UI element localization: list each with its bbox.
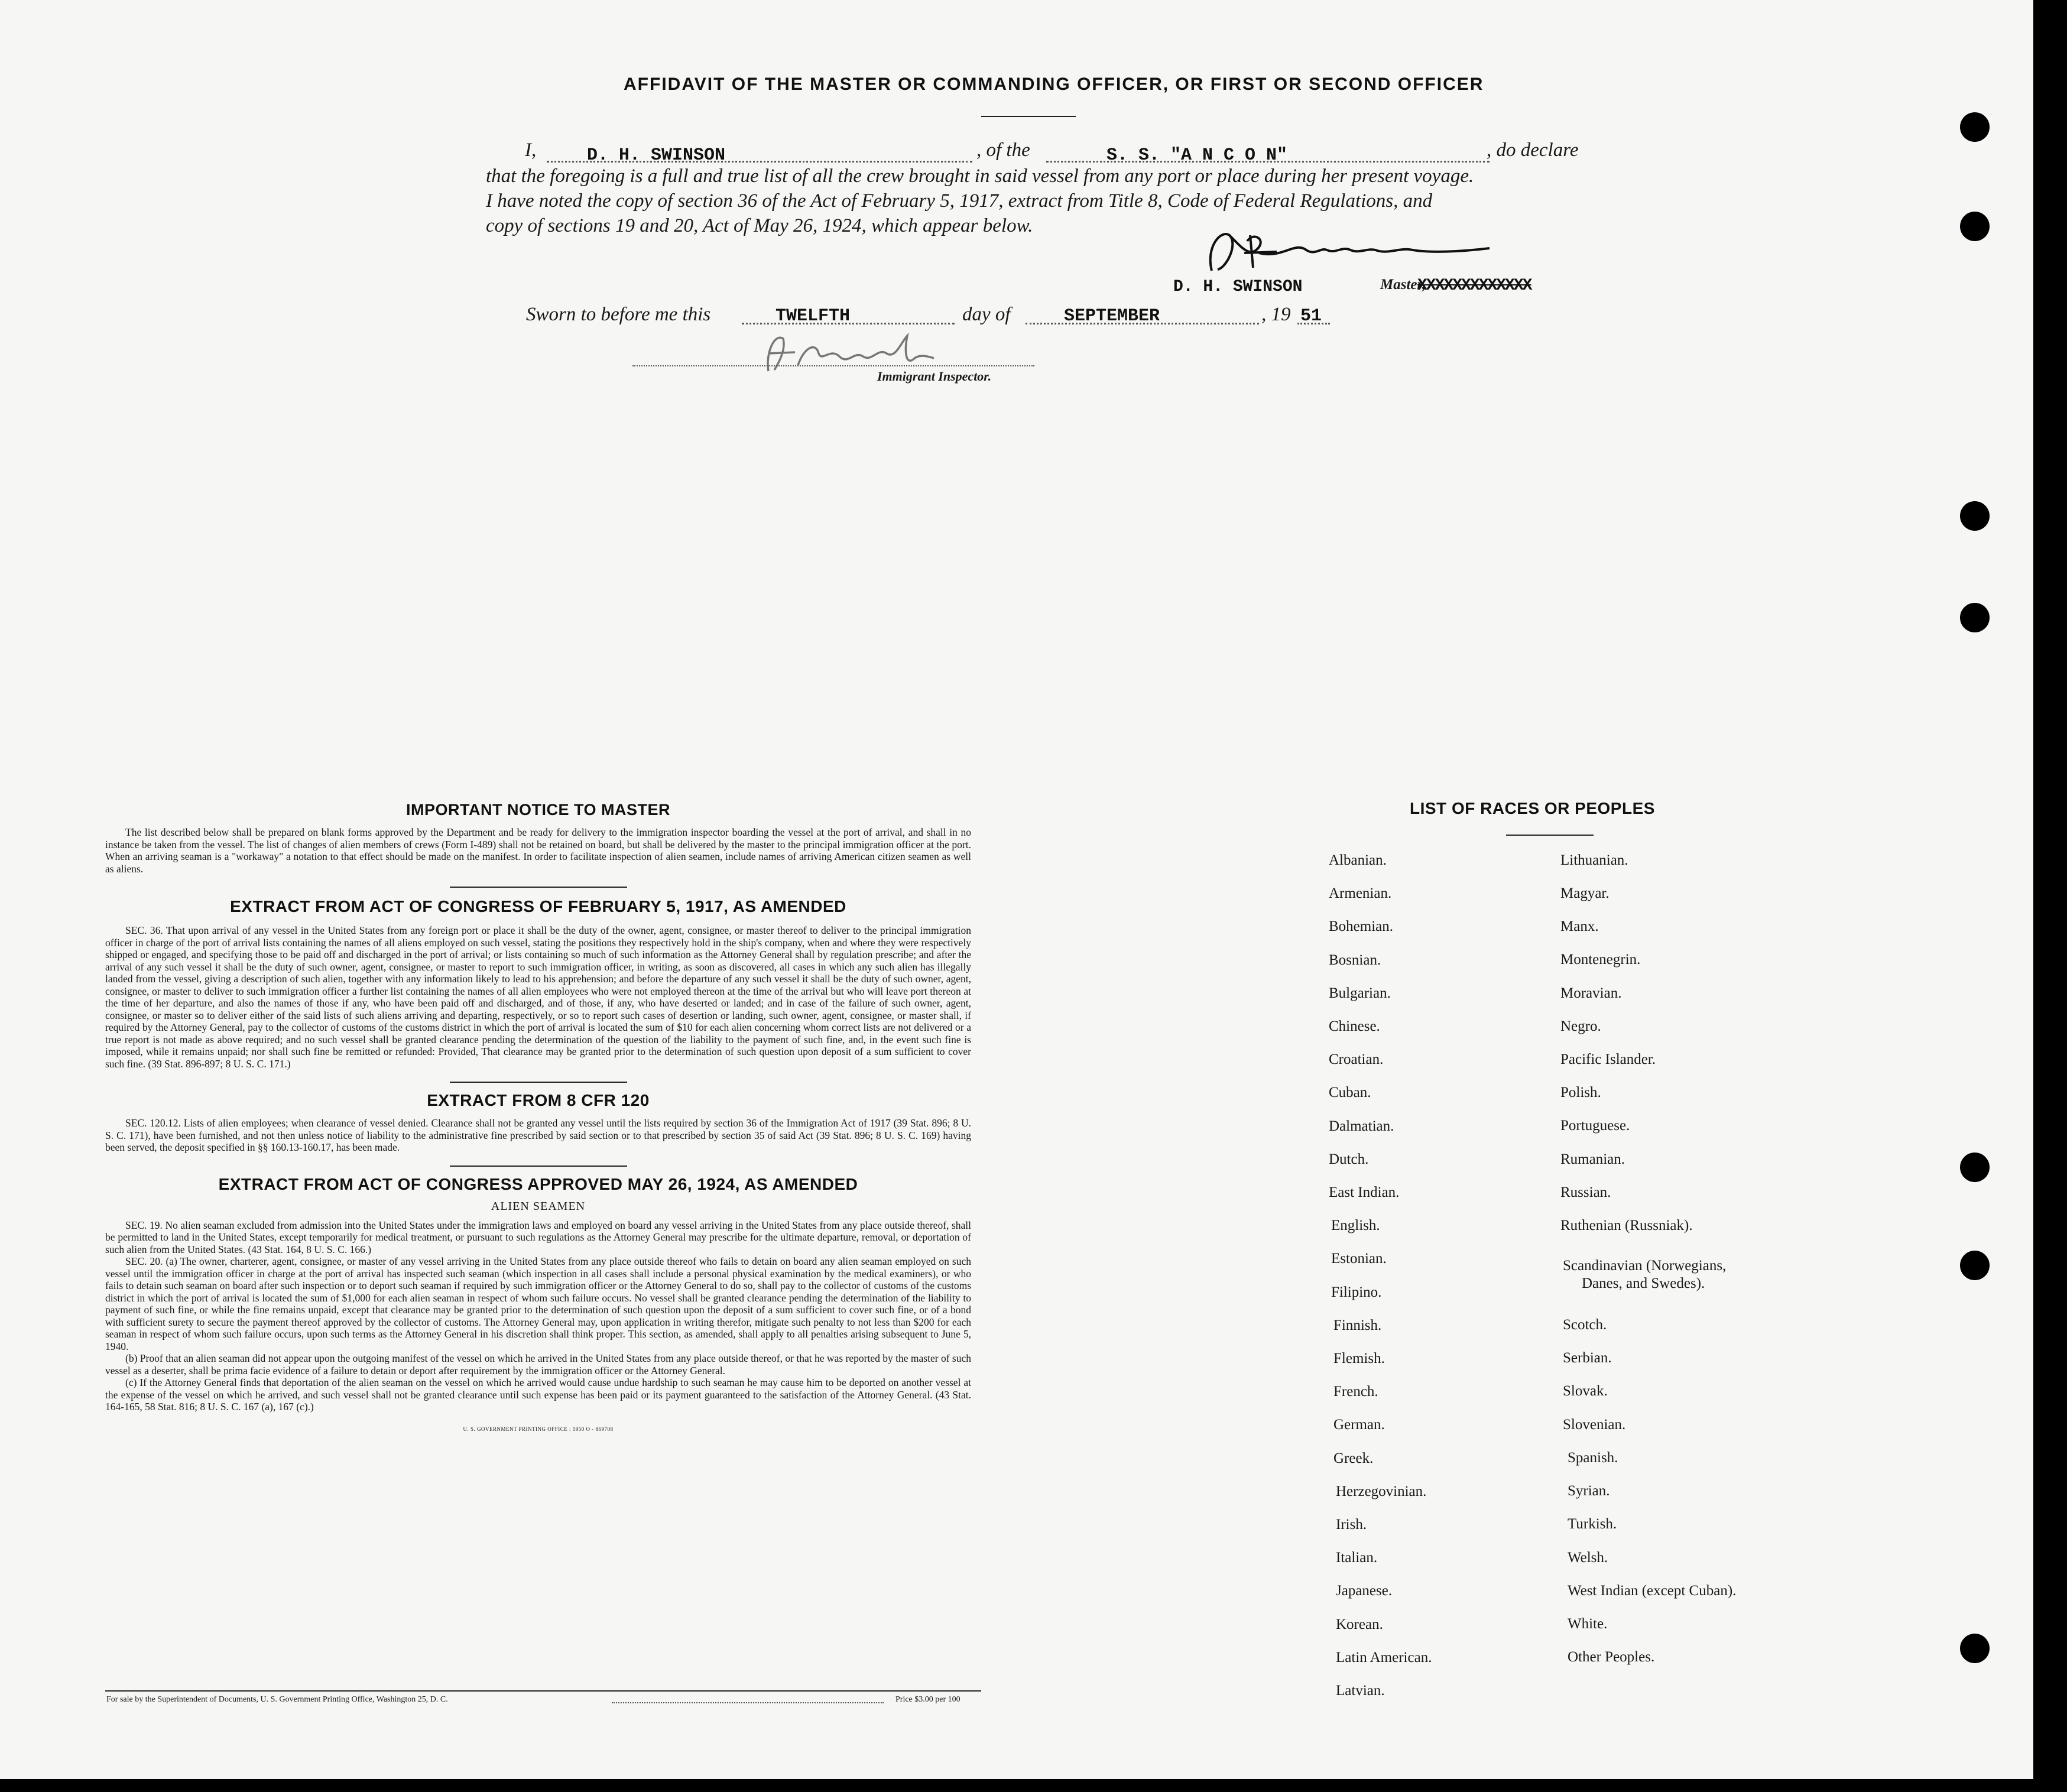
punch-hole bbox=[1960, 1251, 1990, 1280]
race-item: Turkish. bbox=[1568, 1516, 1617, 1532]
affidavit-title: AFFIDAVIT OF THE MASTER OR COMMANDING OFFICER, OR FIRST OR SECOND OFFICER bbox=[624, 74, 1484, 94]
title-rule bbox=[981, 116, 1076, 117]
extract3-subheading: ALIEN SEAMEN bbox=[491, 1199, 586, 1213]
race-item: Japanese. bbox=[1336, 1583, 1393, 1599]
extract3-sec20b: (b) Proof that an alien seaman did not appear upon the outgoing manifest of the vessel on which he arrived in the United States from any place outside thereof, or that he was reported by the master of such vessel as a deserter, shall be prima facie evidence of a failure to detain or deport after requirement by the immigration officer or the Attorney General. bbox=[105, 1352, 971, 1377]
race-item: Serbian. bbox=[1563, 1350, 1612, 1366]
race-item: Scandinavian (Norwegians, bbox=[1563, 1258, 1727, 1274]
race-item: Bohemian. bbox=[1329, 918, 1394, 935]
footer-dots bbox=[612, 1702, 884, 1703]
punch-hole bbox=[1960, 501, 1990, 531]
divider bbox=[450, 1166, 627, 1167]
races-rule bbox=[1506, 835, 1594, 836]
race-item: Korean. bbox=[1336, 1616, 1383, 1632]
extract3-sec20a: SEC. 20. (a) The owner, charterer, agent, consignee, or master of any vessel arriving in the United States from any place outside thereof who fails to detain on board any alien seaman employed on such vessel until the immigration officer in charge at the port of arrival has inspected such seaman (which inspection in all cases shall include a personal physical examination by the medical examiners), or who fails to detain such seaman on board after such inspection or to deport such seaman if required by such immigration officer or the Attorney General to do so, shall pay to the collector of customs of the customs district in which the port of arrival is located the sum of $1,000 for each alien seaman in respect of whom such failure occurs. No vessel shall be granted clearance pending the determination of the liability to payment of such fine, or while the fine remains unpaid, except that clearance may be granted prior to the determination of such question upon the deposit of a sum sufficient to cover such fine, or of a bond with sufficient surety to secure the payment thereof approved by the collector of customs. The Attorney General may, upon application in writing therefor, mitigate such penalty to not less than $200 for each seaman in respect of whom such failure occurs, upon such terms as the Attorney General in his discretion shall think proper. This section, as amended, shall apply to all penalties arising subsequent to June 5, 1940. bbox=[105, 1255, 971, 1352]
race-item: Slovak. bbox=[1563, 1383, 1608, 1399]
race-item: Bulgarian. bbox=[1329, 985, 1391, 1001]
footer-rule bbox=[105, 1690, 981, 1692]
race-item: Chinese. bbox=[1329, 1018, 1380, 1034]
divider bbox=[450, 887, 627, 888]
race-item: Dutch. bbox=[1329, 1151, 1369, 1167]
typed-signature: D. H. SWINSON bbox=[1173, 278, 1303, 296]
race-item: French. bbox=[1333, 1384, 1378, 1400]
race-item: Manx. bbox=[1560, 918, 1599, 934]
race-item: Cuban. bbox=[1329, 1085, 1371, 1101]
sworn-label: Sworn to before me this bbox=[526, 304, 711, 325]
race-item: Other Peoples. bbox=[1568, 1649, 1655, 1665]
race-item: Spanish. bbox=[1568, 1450, 1618, 1466]
notice-column bbox=[105, 801, 971, 1432]
punch-hole bbox=[1960, 212, 1990, 241]
inspector-line bbox=[632, 365, 1034, 366]
sworn-month: SEPTEMBER bbox=[1064, 306, 1160, 326]
race-item: Portuguese. bbox=[1560, 1118, 1630, 1134]
race-item: Rumanian. bbox=[1560, 1151, 1625, 1167]
race-item: Moravian. bbox=[1560, 985, 1622, 1001]
race-item: Filipino. bbox=[1331, 1284, 1382, 1300]
sworn-year-line bbox=[1297, 323, 1330, 324]
race-item: Irish. bbox=[1336, 1517, 1367, 1533]
extract3-sec19: SEC. 19. No alien seaman excluded from admission into the United States under the immigration laws and employed on board any vessel arriving in the United States from any place outside thereof, shall be permitted to land in the United States, except temporarily for medical treatment, or pursuant to such regulations as the Attorney General may prescribe for the ultimate departure, removal, or deportation of such alien from the United States. (43 Stat. 164, 8 U. S. C. 166.) bbox=[105, 1219, 971, 1255]
race-item: Lithuanian. bbox=[1560, 852, 1628, 868]
punch-hole bbox=[1960, 112, 1990, 142]
extract2-heading: EXTRACT FROM 8 CFR 120 bbox=[427, 1091, 650, 1109]
race-item: Albanian. bbox=[1329, 852, 1387, 868]
notice-heading: IMPORTANT NOTICE TO MASTER bbox=[406, 801, 670, 819]
races-heading: LIST OF RACES OR PEOPLES bbox=[1410, 799, 1655, 817]
race-item: Polish. bbox=[1560, 1085, 1601, 1100]
race-item: Flemish. bbox=[1333, 1351, 1385, 1366]
master-label: Master, bbox=[1380, 277, 1426, 293]
punch-hole bbox=[1960, 1634, 1990, 1663]
race-item: Herzegovinian. bbox=[1336, 1483, 1427, 1499]
race-item: East Indian. bbox=[1329, 1184, 1400, 1200]
race-item: Latvian. bbox=[1336, 1683, 1385, 1699]
race-item: Ruthenian (Russniak). bbox=[1560, 1218, 1693, 1233]
race-item: Scotch. bbox=[1563, 1317, 1607, 1333]
race-item: Russian. bbox=[1560, 1184, 1611, 1200]
printing-office-imprint: U. S. GOVERNMENT PRINTING OFFICE : 1950 O - 869708 bbox=[463, 1426, 614, 1432]
of-the-label: , of the bbox=[976, 139, 1030, 161]
punch-hole bbox=[1960, 1153, 1990, 1182]
footer-left: For sale by the Superintendent of Documents, U. S. Government Printing Office, Washington 25, D. C. bbox=[106, 1695, 448, 1704]
vessel-name: S. S. "A N C O N" bbox=[1106, 145, 1288, 165]
extract3-sec20c: (c) If the Attorney General finds that deportation of the alien seaman on the vessel on which he arrived would cause undue hardship to such seaman he may cause him to be deported on another vessel at the expense of the vessel on which he arrived, and such vessel shall not be granted clearance until such expense has been paid or its payment guaranteed to the satisfaction of the Attorney General. (43 Stat. 164-165, 58 Stat. 816; 8 U. S. C. 167 (a), 167 (c).) bbox=[105, 1377, 971, 1413]
race-item: Pacific Islander. bbox=[1560, 1051, 1656, 1067]
punch-hole bbox=[1960, 603, 1990, 632]
race-item: Latin American. bbox=[1336, 1649, 1432, 1666]
extract2-body: SEC. 120.12. Lists of alien employees; when clearance of vessel denied. Clearance shall not be granted any vessel until the lists required by section 36 of the Immigration Act of 1917 (39 Stat. 896; 8 U. S. C. 171), have been furnished, and not then unless notice of liability to the administrative fine prescribed by said section or to that prescribed by section 35 of said Act (39 Stat. 896; 8 U. S. C. 169) having been served, the deposit specified in §§ 160.13-160.17, has been made. bbox=[105, 1117, 971, 1153]
race-item: Armenian. bbox=[1329, 885, 1392, 902]
day-of-label: day of bbox=[962, 304, 1011, 325]
race-item: Bosnian. bbox=[1329, 952, 1381, 968]
year-prefix: , 19 bbox=[1261, 304, 1291, 325]
race-item: German. bbox=[1333, 1417, 1385, 1433]
i-label: I, bbox=[525, 139, 537, 161]
sworn-day: TWELFTH bbox=[775, 306, 851, 326]
race-item: Greek. bbox=[1333, 1450, 1374, 1466]
race-item: Syrian. bbox=[1568, 1483, 1610, 1499]
notice-body: The list described below shall be prepared on blank forms approved by the Department and be ready for delivery to the immigration inspector boarding the vessel at the port of arrival, and shall in no instance be taken from the vessel. The list of changes of alien members of crews (Form I-489) shall not be retained on board, but shall be delivered by the master to the principal immigration officer at the port. When an arriving seaman is a "workaway" a notation to that effect should be made on the manifest. In order to facilitate inspection of alien seamen, include names of arriving American citizen seamen as well as aliens. bbox=[105, 826, 971, 875]
inspector-label: Immigrant Inspector. bbox=[877, 369, 992, 384]
do-declare-label: , do declare bbox=[1487, 139, 1579, 161]
race-item: Italian. bbox=[1336, 1550, 1378, 1566]
race-item: Dalmatian. bbox=[1329, 1118, 1394, 1134]
race-item: Danes, and Swedes). bbox=[1582, 1275, 1705, 1291]
race-item: English. bbox=[1331, 1218, 1380, 1234]
race-item: Welsh. bbox=[1568, 1550, 1608, 1566]
declaration-line-2: that the foregoing is a full and true list of all the crew brought in said vessel from any port or place during her present voyage. bbox=[486, 165, 1474, 187]
master-signature bbox=[1194, 223, 1501, 283]
officer-name: D. H. SWINSON bbox=[587, 145, 726, 165]
race-item: Finnish. bbox=[1333, 1317, 1382, 1333]
extract1-heading: EXTRACT FROM ACT OF CONGRESS OF FEBRUARY 5, 1917, AS AMENDED bbox=[230, 897, 846, 916]
footer-right: Price $3.00 per 100 bbox=[895, 1695, 961, 1704]
race-item: Magyar. bbox=[1560, 885, 1610, 901]
sworn-year: 51 bbox=[1300, 306, 1322, 326]
race-item: Negro. bbox=[1560, 1018, 1601, 1034]
declaration-line-4: copy of sections 19 and 20, Act of May 26, 1924, which appear below. bbox=[486, 215, 1033, 236]
extract1-body: SEC. 36. That upon arrival of any vessel in the United States from any foreign port or place it shall be the duty of the owner, agent, consignee, or master thereof to deliver to the principal immigration officer in charge of the port of arrival lists containing the names of all aliens employed on such vessel, stating the positions they respectively hold in the ship's company, when and where they were respectively shipped or engaged, and specifying those to be paid off and discharged in the port of arrival; or lists containing so much of such information as the Attorney General shall by regulation prescribe; and after the arrival of any such vessel it shall be the duty of such owner, agent, consignee, or master to report to such immigration officer, in writing, as soon as discovered, all cases in which any such alien has illegally landed from the vessel, giving a description of such alien, together with any information likely to lead to his apprehension; and before the departure of any such vessel it shall be the duty of such owner, agent, consignee, or master to deliver to such immigration officer a further list containing the names of all alien employees who were not employed thereon at the time of the arrival but who will leave port thereon at the time of her departure, and also the names of those if any, who have been paid off and discharged, and of those, if any, who have deserted or landed; and in case of the failure of such owner, agent, consignee, or master so to deliver either of the said lists of such aliens arriving and departing, respectively, or so to report such cases of desertion or landing, such owner, agent, consignee, or master shall, if required by the Attorney General, pay to the collector of customs of the customs district in which the port of arrival is located the sum of $10 for each alien concerning whom correct lists are not delivered or a true report is not made as above required; and no such vessel shall be granted clearance pending the determination of the question of the liability to the payment of such fine, and, in the event such fine is imposed, while it remains unpaid; nor shall such fine be remitted or refunded: Provided, That clearance may be granted prior to the determination of such question upon deposit of a sum sufficient to cover such fine. (39 Stat. 896-897; 8 U. S. C. 171.) bbox=[105, 924, 971, 1070]
declaration-line-3: I have noted the copy of section 36 of the Act of February 5, 1917, extract from Title 8, Code of Federal Regulations, and bbox=[486, 190, 1433, 212]
race-item: Montenegrin. bbox=[1560, 952, 1641, 968]
extract3-heading: EXTRACT FROM ACT OF CONGRESS APPROVED MAY 26, 1924, AS AMENDED bbox=[218, 1174, 858, 1193]
struck-title: XXXXXXXXXXXXX bbox=[1417, 277, 1531, 295]
race-item: White. bbox=[1568, 1616, 1608, 1632]
race-item: Slovenian. bbox=[1563, 1417, 1626, 1433]
race-item: West Indian (except Cuban). bbox=[1568, 1583, 1737, 1599]
race-item: Croatian. bbox=[1329, 1051, 1384, 1068]
race-item: Estonian. bbox=[1331, 1251, 1387, 1267]
divider bbox=[450, 1082, 627, 1083]
